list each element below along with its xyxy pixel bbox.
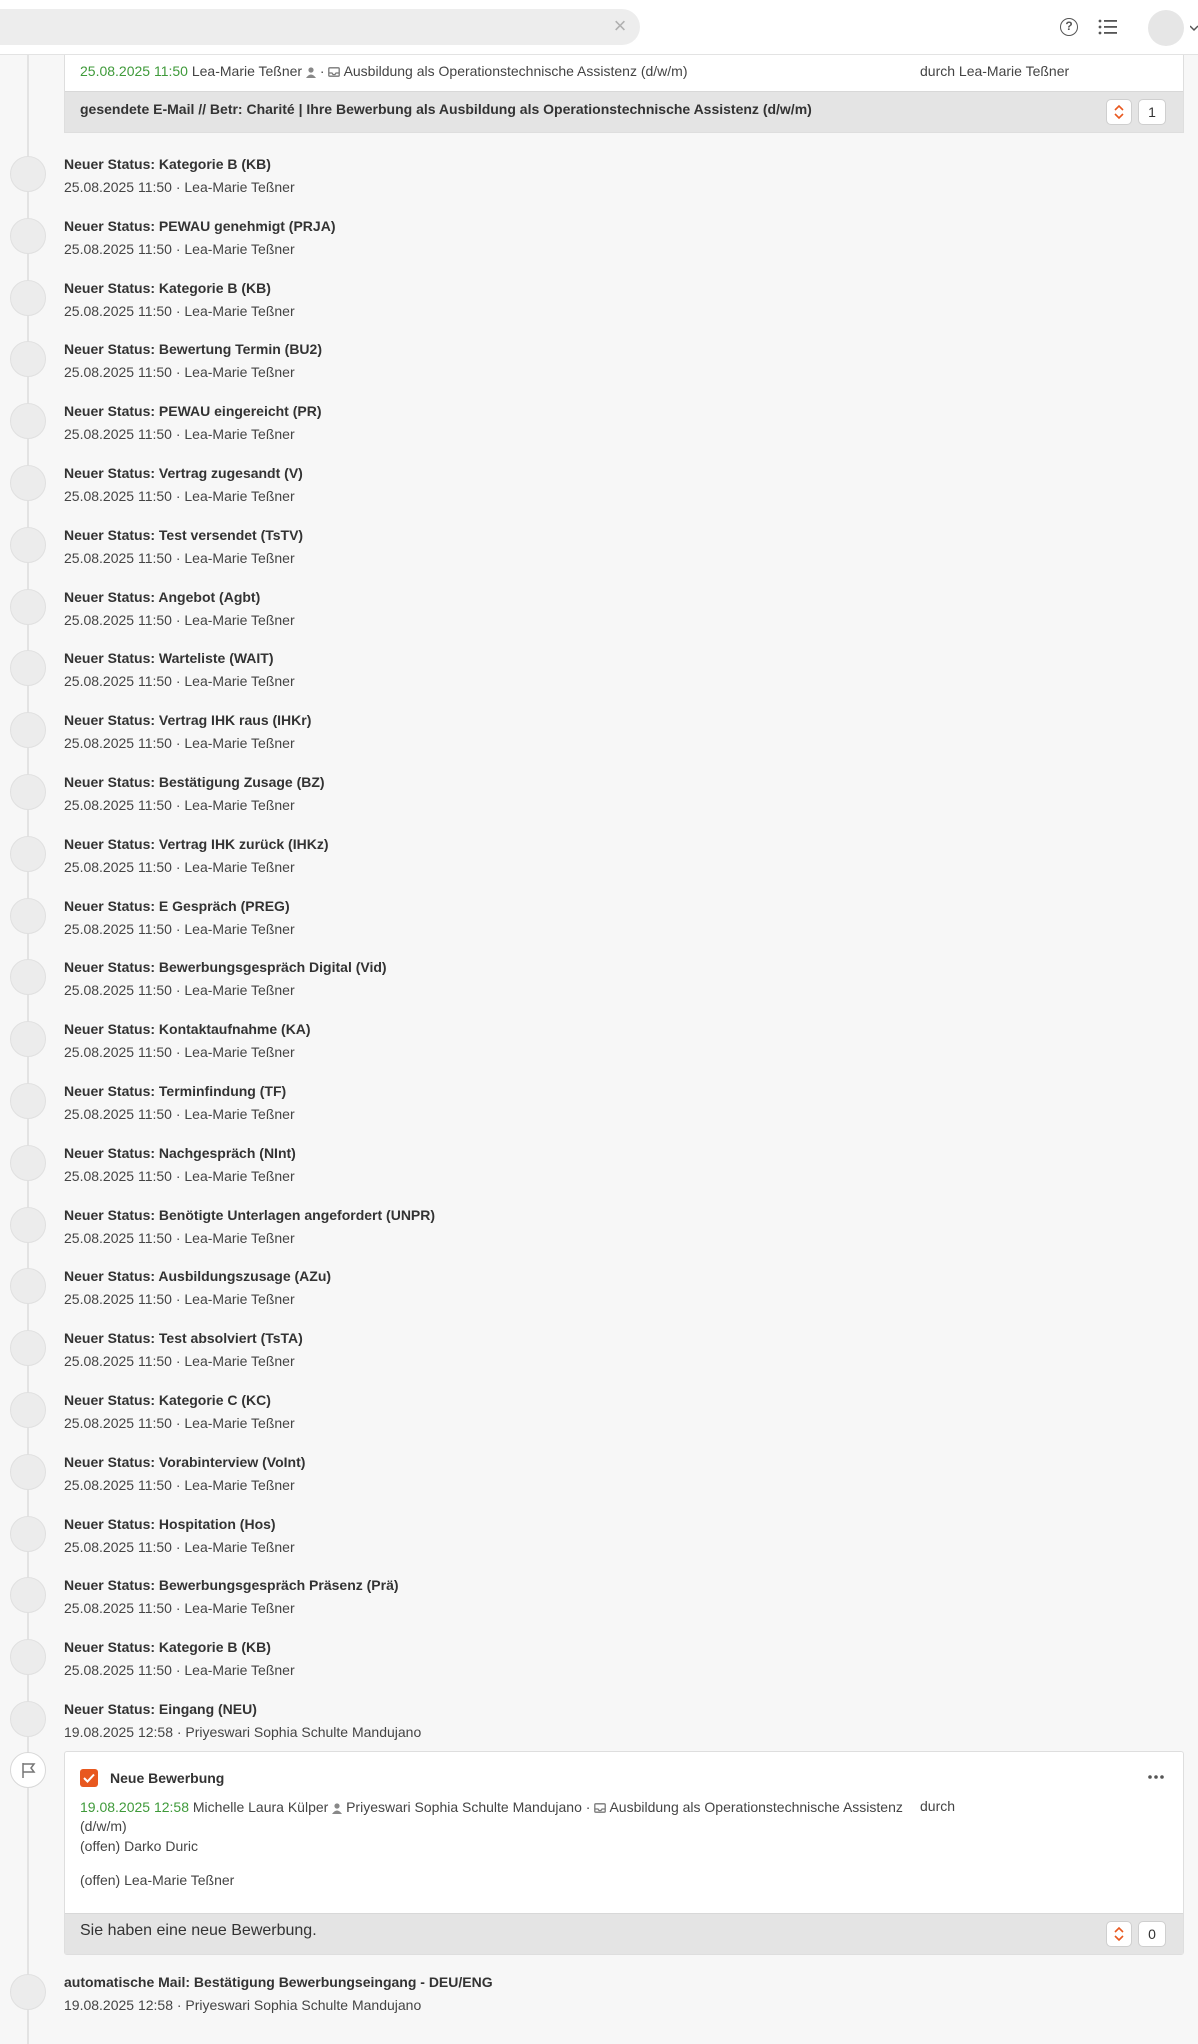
status-meta: 25.08.2025 11:50 · Lea-Marie Teßner [64, 859, 295, 875]
timeline-dot [10, 1701, 46, 1737]
status-change-row [0, 1203, 1198, 1259]
status-change-row [0, 646, 1198, 702]
auto-mail-entry [0, 1970, 1198, 2026]
status-title: Neuer Status: Eingang (NEU) [64, 1701, 257, 1717]
timeline-dot [10, 218, 46, 254]
timeline-dot [10, 836, 46, 872]
timeline-dot [10, 341, 46, 377]
timeline-dot [10, 1268, 46, 1304]
chevron-up-down-icon [1107, 1922, 1131, 1946]
status-change-row [0, 523, 1198, 579]
timeline-dot [10, 774, 46, 810]
status-title: Neuer Status: Kategorie C (KC) [64, 1392, 271, 1408]
application-card [64, 1751, 1184, 1955]
help-icon[interactable]: ? [1060, 18, 1078, 36]
timeline-dot [10, 1145, 46, 1181]
application-title: Neue Bewerbung [110, 1770, 225, 1786]
status-title: Neuer Status: Bewertung Termin (BU2) [64, 341, 322, 357]
assignee-item[interactable]: (offen) Lea-Marie Teßner [80, 1872, 235, 1888]
status-meta: 25.08.2025 11:50 · Lea-Marie Teßner [64, 1415, 295, 1431]
inbox-icon [328, 67, 340, 77]
status-title: Neuer Status: Nachgespräch (NInt) [64, 1145, 296, 1161]
status-meta: 25.08.2025 11:50 · Lea-Marie Teßner [64, 797, 295, 813]
timeline-dot [10, 1207, 46, 1243]
email-count-badge: 1 [1138, 99, 1166, 125]
status-meta: 25.08.2025 11:50 · Lea-Marie Teßner [64, 921, 295, 937]
status-meta: 25.08.2025 11:50 · Lea-Marie Teßner [64, 241, 295, 257]
status-change-row [0, 399, 1198, 455]
flag-marker [10, 1752, 46, 1788]
status-meta: 25.08.2025 11:50 · Lea-Marie Teßner [64, 1353, 295, 1369]
status-meta: 25.08.2025 11:50 · Lea-Marie Teßner [64, 364, 295, 380]
status-title: Neuer Status: Vertrag IHK zurück (IHKz) [64, 836, 329, 852]
application-meta [80, 1798, 910, 1836]
chevron-up-down-icon [1107, 100, 1131, 124]
email-subject-bar[interactable] [65, 91, 1183, 132]
more-options-icon[interactable] [1147, 1772, 1165, 1782]
separator: · [585, 1799, 591, 1815]
application-message: Sie haben eine neue Bewerbung. [80, 1922, 317, 1939]
status-change-row [0, 1017, 1198, 1073]
timeline-dot [10, 1516, 46, 1552]
status-change-row [0, 276, 1198, 332]
inbox-icon [594, 1803, 606, 1813]
timeline-dot [10, 527, 46, 563]
status-title: Neuer Status: E Gespräch (PREG) [64, 898, 290, 914]
timeline-dot [10, 1639, 46, 1675]
status-change-row [0, 1388, 1198, 1444]
status-meta: 25.08.2025 11:50 · Lea-Marie Teßner [64, 488, 295, 504]
search-input[interactable] [0, 9, 640, 45]
timeline-dot [10, 650, 46, 686]
status-title: Neuer Status: Kategorie B (KB) [64, 280, 271, 296]
status-change-row [0, 152, 1198, 208]
application-date: 19.08.2025 12:58 [80, 1799, 189, 1815]
status-meta: 25.08.2025 11:50 · Lea-Marie Teßner [64, 1106, 295, 1122]
status-title: Neuer Status: Kategorie B (KB) [64, 1639, 271, 1655]
status-meta: 25.08.2025 11:50 · Lea-Marie Teßner [64, 303, 295, 319]
status-change-row [0, 832, 1198, 888]
close-icon[interactable]: × [613, 13, 627, 38]
timeline-dot [10, 465, 46, 501]
status-meta: 25.08.2025 11:50 · Lea-Marie Teßner [64, 735, 295, 751]
status-meta: 25.08.2025 11:50 · Lea-Marie Teßner [64, 1230, 295, 1246]
status-meta: 25.08.2025 11:50 · Lea-Marie Teßner [64, 1477, 295, 1493]
timeline-dot [10, 1454, 46, 1490]
status-change-row [0, 1635, 1198, 1691]
top-bar [0, 0, 1198, 55]
status-meta: 25.08.2025 11:50 · Lea-Marie Teßner [64, 1291, 295, 1307]
check-icon [80, 1769, 98, 1787]
avatar[interactable] [1148, 10, 1184, 46]
status-title: Neuer Status: Test absolviert (TsTA) [64, 1330, 303, 1346]
email-position[interactable]: Ausbildung als Operationstechnische Assistenz (d/w/m) [343, 63, 688, 79]
status-meta: 25.08.2025 11:50 · Lea-Marie Teßner [64, 550, 295, 566]
status-title: Neuer Status: Kontaktaufnahme (KA) [64, 1021, 311, 1037]
email-date: 25.08.2025 11:50 [80, 63, 188, 79]
status-title: Neuer Status: Ausbildungszusage (AZu) [64, 1268, 332, 1284]
application-message-bar[interactable] [65, 1913, 1183, 1954]
status-change-row [0, 1573, 1198, 1629]
email-entry-card [64, 55, 1184, 133]
email-subject[interactable]: gesendete E-Mail // Betr: Charité | Ihre Bewerbung als Ausbildung als Operationstechnische Assistenz (d/w/m) [80, 101, 812, 117]
status-title: Neuer Status: Vorabinterview (VoInt) [64, 1454, 306, 1470]
status-title: Neuer Status: Vertrag zugesandt (V) [64, 465, 303, 481]
timeline-dot [10, 403, 46, 439]
timeline-dot [10, 712, 46, 748]
status-change-row [0, 1450, 1198, 1506]
status-meta: 25.08.2025 11:50 · Lea-Marie Teßner [64, 673, 295, 689]
status-meta: 25.08.2025 11:50 · Lea-Marie Teßner [64, 1662, 295, 1678]
timeline-dot [10, 589, 46, 625]
flag-icon [20, 1761, 38, 1779]
status-change-row [0, 337, 1198, 393]
status-change-row [0, 770, 1198, 826]
email-sender[interactable]: Lea-Marie Teßner [191, 63, 303, 79]
status-title: Neuer Status: Vertrag IHK raus (IHKr) [64, 712, 312, 728]
application-by: durch [920, 1798, 956, 1814]
status-change-row [0, 1326, 1198, 1382]
timeline-dot [10, 959, 46, 995]
status-change-row [0, 214, 1198, 270]
person-icon [306, 67, 316, 78]
timeline-dot [10, 898, 46, 934]
timeline-dot [10, 1021, 46, 1057]
status-meta: 25.08.2025 11:50 · Lea-Marie Teßner [64, 612, 295, 628]
status-title: Neuer Status: Terminfindung (TF) [64, 1083, 287, 1099]
status-meta: 25.08.2025 11:50 · Lea-Marie Teßner [64, 426, 295, 442]
expand-toggle-button[interactable] [1106, 99, 1132, 125]
timeline-dot [10, 156, 46, 192]
email-by: durch Lea-Marie Teßner [920, 63, 1070, 79]
status-title: Neuer Status: Bewerbungsgespräch Präsenz (Prä) [64, 1577, 399, 1593]
status-title: Neuer Status: Test versendet (TsTV) [64, 527, 304, 543]
auto-mail-meta: 19.08.2025 12:58 · Priyeswari Sophia Schulte Mandujano [64, 1997, 422, 2013]
status-title: Neuer Status: Bestätigung Zusage (BZ) [64, 774, 325, 790]
timeline-dot [10, 1577, 46, 1613]
status-change-row [0, 1264, 1198, 1320]
status-change-row [0, 1697, 1198, 1753]
status-meta: 25.08.2025 11:50 · Lea-Marie Teßner [64, 1168, 295, 1184]
status-title: Neuer Status: Angebot (Agbt) [64, 589, 261, 605]
status-title: Neuer Status: Bewerbungsgespräch Digital (Vid) [64, 959, 387, 975]
status-meta: 25.08.2025 11:50 · Lea-Marie Teßner [64, 1044, 295, 1060]
timeline-dot [10, 1330, 46, 1366]
status-change-row [0, 894, 1198, 950]
application-position[interactable]: Ausbildung als Operationstechnische Assistenz (d/w/m) [80, 1799, 903, 1834]
timeline-dot [10, 1083, 46, 1119]
expand-toggle-button[interactable] [1106, 1921, 1132, 1947]
status-meta: 25.08.2025 11:50 · Lea-Marie Teßner [64, 1539, 295, 1555]
person-icon [332, 1803, 342, 1814]
application-count-badge: 0 [1138, 1921, 1166, 1947]
assignee-item[interactable]: (offen) Darko Duric [80, 1838, 199, 1854]
status-change-row [0, 1079, 1198, 1135]
status-title: Neuer Status: Benötigte Unterlagen angefordert (UNPR) [64, 1207, 436, 1223]
timeline-dot [10, 280, 46, 316]
application-candidate[interactable]: Priyeswari Sophia Schulte Mandujano [346, 1799, 582, 1815]
status-title: Neuer Status: Warteliste (WAIT) [64, 650, 274, 666]
status-title: Neuer Status: Kategorie B (KB) [64, 156, 271, 172]
status-change-row [0, 461, 1198, 517]
list-icon[interactable] [1098, 18, 1118, 36]
status-meta: 19.08.2025 12:58 · Priyeswari Sophia Schulte Mandujano [64, 1724, 422, 1740]
auto-mail-title[interactable]: automatische Mail: Bestätigung Bewerbungseingang - DEU/ENG [64, 1974, 493, 1990]
status-title: Neuer Status: PEWAU genehmigt (PRJA) [64, 218, 336, 234]
timeline-dot [10, 1974, 46, 2010]
status-meta: 25.08.2025 11:50 · Lea-Marie Teßner [64, 179, 295, 195]
status-change-row [0, 1141, 1198, 1197]
status-title: Neuer Status: PEWAU eingereicht (PR) [64, 403, 322, 419]
separator: · [319, 63, 325, 79]
status-change-row [0, 708, 1198, 764]
timeline-dot [10, 1392, 46, 1428]
task-checkbox[interactable] [80, 1769, 98, 1787]
application-recruiter[interactable]: Michelle Laura Külper [192, 1799, 329, 1815]
status-title: Neuer Status: Hospitation (Hos) [64, 1516, 276, 1532]
status-change-row [0, 585, 1198, 641]
status-change-row [0, 955, 1198, 1011]
status-change-row [0, 1512, 1198, 1568]
status-meta: 25.08.2025 11:50 · Lea-Marie Teßner [64, 982, 295, 998]
email-meta [80, 63, 688, 79]
chevron-down-icon[interactable] [1190, 24, 1198, 32]
status-meta: 25.08.2025 11:50 · Lea-Marie Teßner [64, 1600, 295, 1616]
